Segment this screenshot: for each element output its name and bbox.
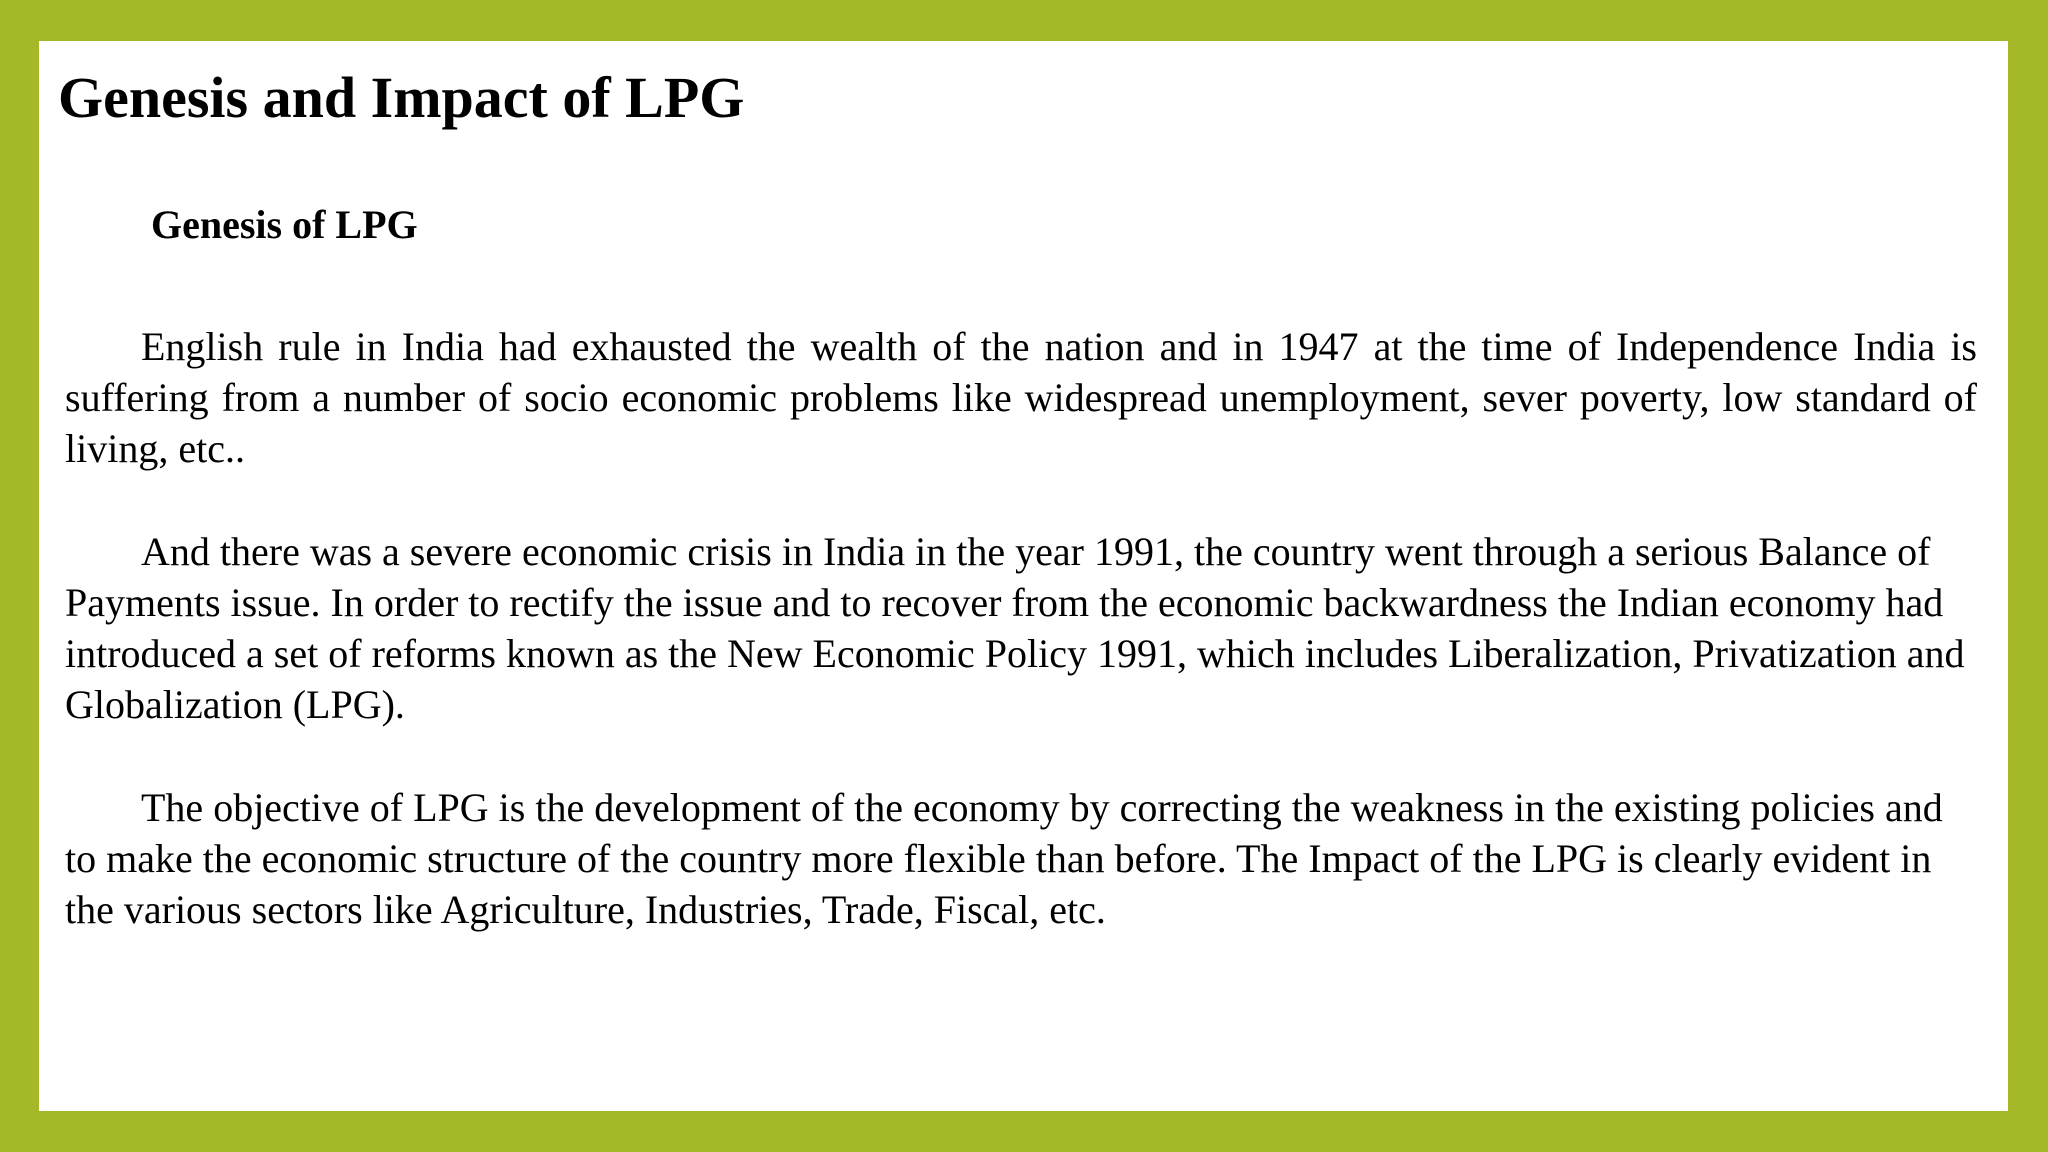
paragraph-1991-crisis: And there was a severe economic crisis in India in the year 1991, the country went through a serious Balance of Payments issue. In order to rectify the issue and to recover from the economic backwardness the Indian economy had introduced a set of reforms known as the New Economic Policy 1991, which includes Liberalization, Privatization and Globalization (LPG). — [65, 529, 1965, 727]
paragraph-lpg-objective: The objective of LPG is the development of the economy by correcting the weakness in the existing policies and to make the economic structure of the country more flexible than before. The Impact of the LPG is clearly evident in the various sectors like Agriculture, Industries, Trade, Fiscal, etc. — [65, 785, 1943, 932]
slide-content — [39, 41, 2008, 1111]
paragraph-independence-context: English rule in India had exhausted the wealth of the nation and in 1947 at the time of Independence India is suffering from a number of socio economic problems like widespread unemployment, sever poverty, low standard of living, etc.. — [65, 324, 1977, 471]
slide-title: Genesis and Impact of LPG — [58, 65, 745, 130]
section-heading: Genesis of LPG — [151, 202, 418, 247]
